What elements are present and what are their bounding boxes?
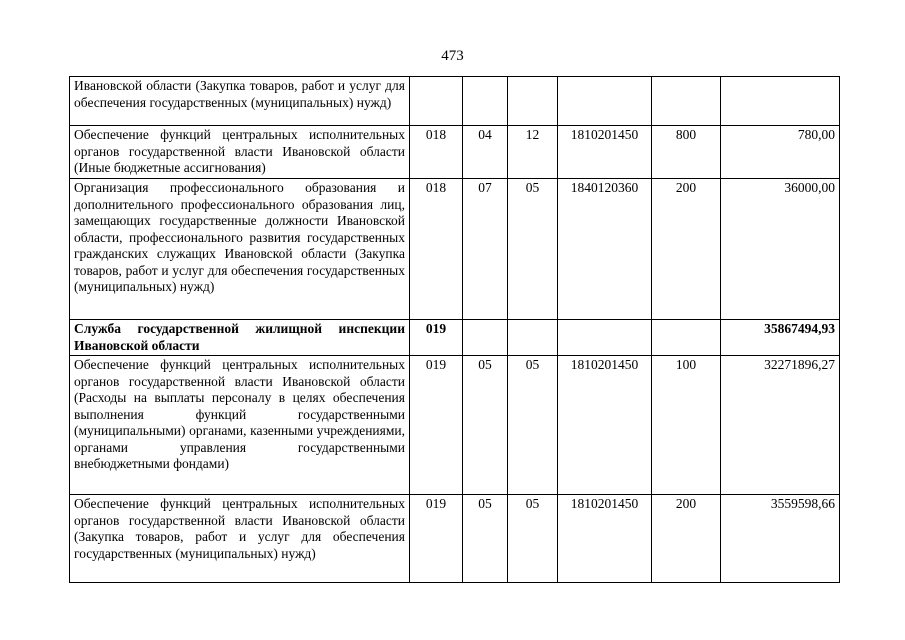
ministry-code: 019 [410,356,463,495]
subsection-code: 12 [508,126,558,179]
amount: 35867494,93 [721,320,840,356]
section-code: 04 [463,126,508,179]
section-code [463,77,508,126]
row-description: Обеспечение функций центральных исполнительных органов государственной власти Ивановской области (Иные бюджетные ассигнования) [70,126,410,179]
subsection-code [508,320,558,356]
ministry-code: 018 [410,179,463,320]
section-code: 05 [463,356,508,495]
table-row [70,77,840,126]
subsection-code: 05 [508,495,558,583]
table-row [70,356,840,495]
expense-type-code: 100 [652,356,721,495]
subsection-code [508,77,558,126]
ministry-code [410,77,463,126]
expense-type-code [652,77,721,126]
row-description: Организация профессионального образования и дополнительного профессионального образования лиц, замещающих государственные должности Ивановской области, профессионального развития государственных гражданских служащих Ивановской области (Закупка товаров, работ и услуг для обеспечения государственных (муниципальных) нужд) [70,179,410,320]
table-row [70,320,840,356]
target-code: 1810201450 [558,356,652,495]
subsection-code: 05 [508,179,558,320]
ministry-code: 019 [410,320,463,356]
amount: 780,00 [721,126,840,179]
target-code: 1810201450 [558,126,652,179]
expense-type-code: 800 [652,126,721,179]
target-code: 1810201450 [558,495,652,583]
expense-type-code [652,320,721,356]
ministry-code: 019 [410,495,463,583]
amount [721,77,840,126]
subsection-code: 05 [508,356,558,495]
page-number: 473 [441,48,464,64]
target-code [558,320,652,356]
expense-type-code: 200 [652,495,721,583]
row-description: Ивановской области (Закупка товаров, работ и услуг для обеспечения государственных (муниципальных) нужд) [70,77,410,126]
amount: 3559598,66 [721,495,840,583]
row-description: Обеспечение функций центральных исполнительных органов государственной власти Ивановской области (Закупка товаров, работ и услуг для обеспечения государственных (муниципальных) нужд) [70,495,410,583]
table-row [70,126,840,179]
target-code [558,77,652,126]
section-code: 07 [463,179,508,320]
table-row [70,179,840,320]
row-description: Обеспечение функций центральных исполнительных органов государственной власти Ивановской области (Расходы на выплаты персоналу в целях обеспечения выполнения функций государственными (муниципальными) органами, казенными учреждениями, органами управления государственными внебюджетными фондами) [70,356,410,495]
amount: 36000,00 [721,179,840,320]
amount: 32271896,27 [721,356,840,495]
target-code: 1840120360 [558,179,652,320]
ministry-code: 018 [410,126,463,179]
section-code [463,320,508,356]
row-description: Служба государственной жилищной инспекции Ивановской области [70,320,410,356]
budget-table [69,76,840,583]
expense-type-code: 200 [652,179,721,320]
section-code: 05 [463,495,508,583]
table-row [70,495,840,583]
